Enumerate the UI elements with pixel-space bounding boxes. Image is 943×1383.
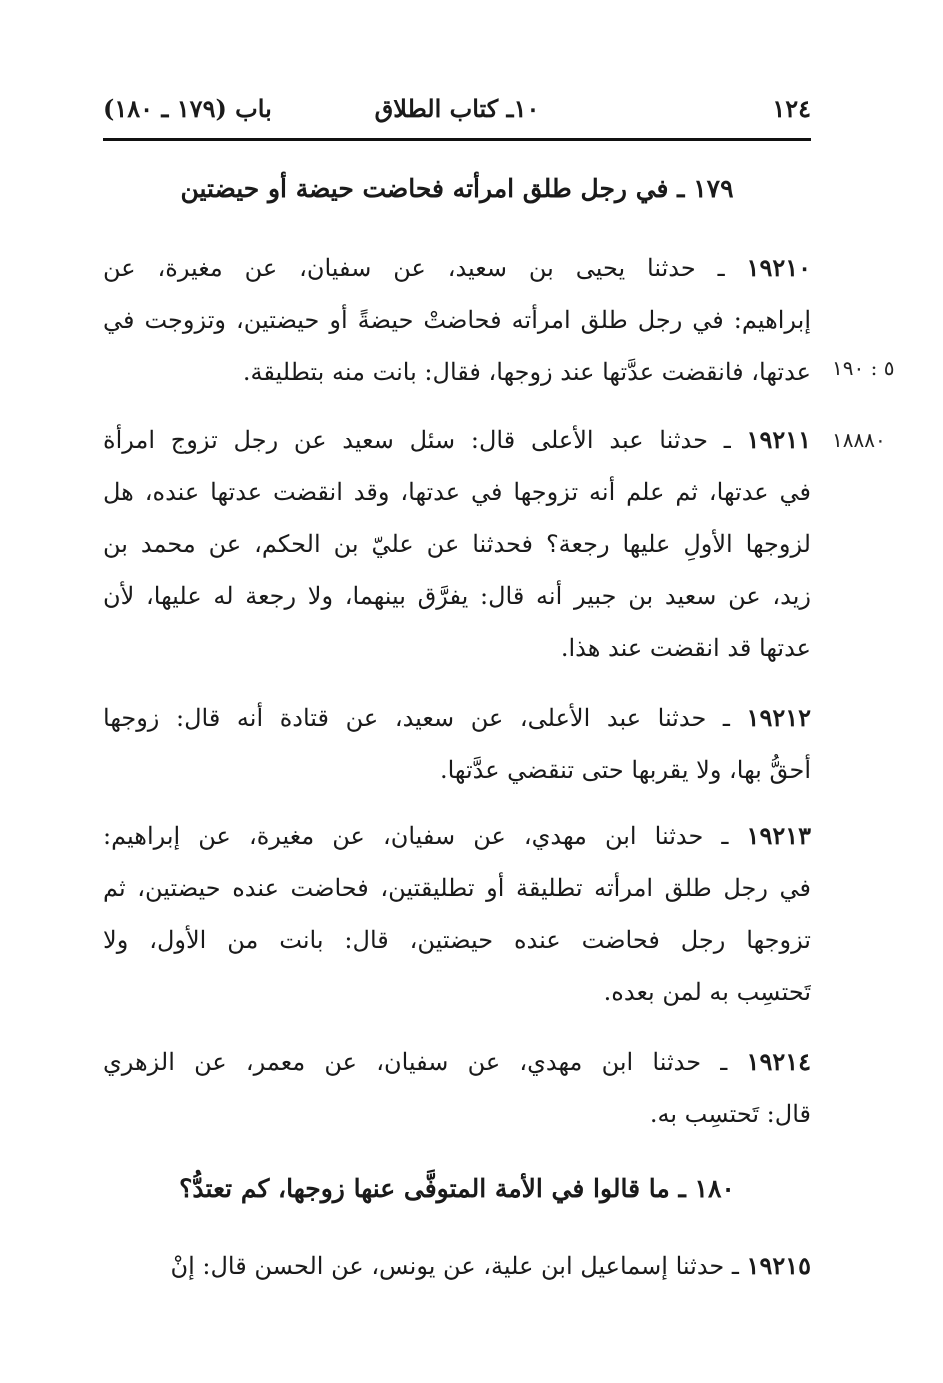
paragraph-line: ١٩٢١١ ـ حدثنا عبد الأعلى قال: سئل سعيد عن رجل تزوج امرأة: [103, 425, 811, 454]
hadith-19215: [103, 1240, 811, 1292]
hadith-number: ١٩٢١٢: [746, 703, 811, 732]
section-heading-180: ١٨٠ ـ ما قالوا في الأمة المتوفَّى عنها زوجها، كم تعتدُّ؟: [179, 1174, 735, 1203]
paragraph-line: لزوجها الأولِ عليها رجعة؟ فحدثنا عن عليّ بن الحكم، عن محمد بن: [103, 530, 811, 558]
paragraph-line: ١٩٢١٣ ـ حدثنا ابن مهدي، عن سفيان، عن مغيرة، عن إبراهيم:: [103, 821, 811, 850]
paragraph-line: ١٩٢١٠ ـ حدثنا يحيى بن سعيد، عن سفيان، عن مغيرة، عن: [103, 253, 811, 282]
paragraph-line: عدتها قد انقضت عند هذا.: [560, 634, 811, 662]
paragraph-line: زيد، عن سعيد بن جبير أنه قال: يفرَّق بينهما، ولا رجعة له عليها، لأن: [103, 582, 811, 610]
hadith-number: ١٩٢١٠: [746, 253, 811, 282]
page-number: ١٢٤: [772, 94, 811, 123]
paragraph-line: أحقُّ بها، ولا يقربها حتى تنقضي عدَّتها.: [439, 756, 811, 784]
hadith-19214: [103, 1036, 811, 1140]
chapter-range: باب (١٧٩ ـ ١٨٠): [103, 94, 272, 123]
book-title: ١٠ـ كتاب الطلاق: [374, 94, 540, 123]
paragraph-line: عدتها، فانقضت عدَّتها عند زوجها، فقال: بانت منه بتطليقة.: [242, 358, 811, 386]
paragraph-line: في عدتها، ثم علم أنه تزوجها في عدتها، وقد انقضت عدتها عنده، هل: [103, 478, 811, 506]
paragraph-line: في رجل طلق امرأته تطليقة أو تطليقتين، فحاضت عنده حيضتين، ثم: [103, 874, 811, 902]
hadith-number: ١٩٢١١: [746, 425, 811, 454]
hadith-number: ١٩٢١٣: [746, 821, 811, 850]
paragraph-line: تَحتسِب به لمن بعده.: [603, 978, 811, 1006]
hadith-19212: [103, 692, 811, 796]
margin-reference-number: ١٨٨٨٠: [832, 428, 886, 452]
paragraph-line: ١٩٢١٤ ـ حدثنا ابن مهدي، عن سفيان، عن معمر، عن الزهري: [103, 1047, 811, 1076]
hadith-19211: [103, 414, 811, 674]
paragraph-line: ١٩٢١٥ ـ حدثنا إسماعيل ابن علية، عن يونس، عن الحسن قال: إنْ: [170, 1251, 811, 1280]
paragraph-line: قال: تَحتسِب به.: [649, 1100, 811, 1128]
paragraph-line: تزوجها رجل فحاضت عنده حيضتين، قال: بانت من الأول، ولا: [103, 926, 811, 954]
running-header: [103, 88, 811, 141]
margin-reference-volume-page: ٥ : ١٩٠: [832, 356, 895, 380]
section-heading-179: ١٧٩ ـ في رجل طلق امرأته فحاضت حيضة أو حيضتين: [180, 174, 734, 203]
hadith-number: ١٩٢١٤: [746, 1047, 811, 1076]
paragraph-line: إبراهيم: في رجل طلق امرأته فحاضتْ حيضةً أو حيضتين، وتزوجت في: [103, 306, 811, 334]
hadith-number: ١٩٢١٥: [746, 1251, 811, 1280]
hadith-19213: [103, 810, 811, 1018]
hadith-19210: [103, 242, 811, 398]
paragraph-line: ١٩٢١٢ ـ حدثنا عبد الأعلى، عن سعيد، عن قتادة أنه قال: زوجها: [103, 703, 811, 732]
